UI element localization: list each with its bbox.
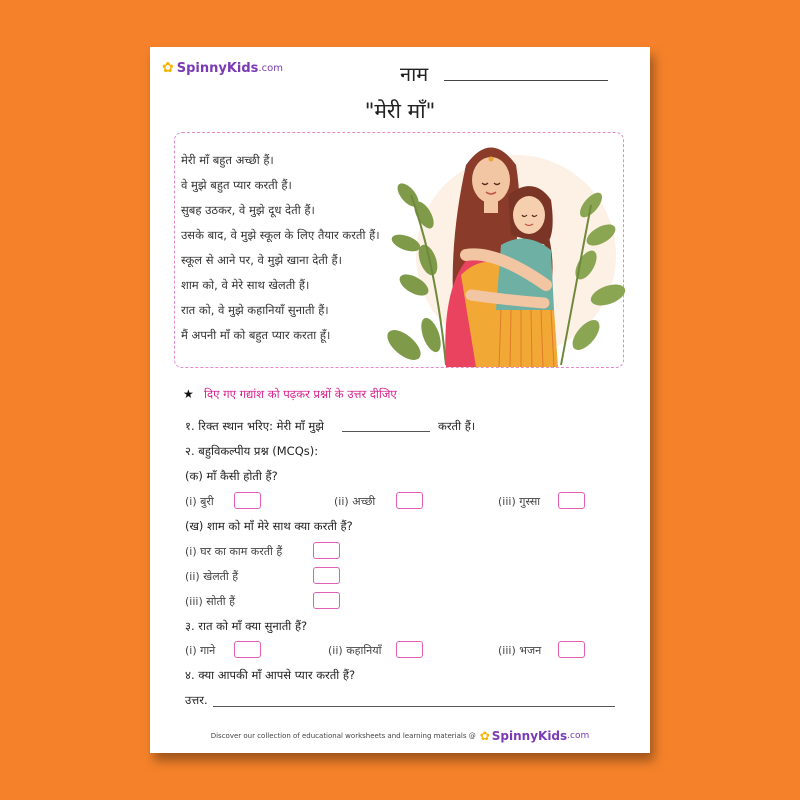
- passage-line: शाम को, वे मेरे साथ खेलती हैं।: [181, 278, 310, 292]
- passage-line: मैं अपनी माँ को बहुत प्यार करता हूँ।: [181, 328, 331, 342]
- footer-domain: .com: [567, 731, 590, 741]
- footer-logo[interactable]: [480, 729, 590, 743]
- logo-brand: SpinnyKids: [176, 60, 259, 76]
- option-label: (ii) खेलती हैं: [185, 570, 239, 583]
- answer-checkbox[interactable]: [313, 567, 340, 584]
- q2a-question: (क) माँ कैसी होती हैं?: [185, 469, 278, 483]
- option-label: (iii) भजन: [498, 644, 542, 657]
- passage-line: सुबह उठकर, वे मुझे दूध देती हैं।: [181, 203, 315, 217]
- answer-label: उत्तर.: [185, 693, 208, 707]
- footer-text: Discover our collection of educational worksheets and learning materials @: [210, 732, 476, 740]
- mother-daughter-illustration: [386, 135, 626, 367]
- answer-checkbox[interactable]: [234, 641, 261, 658]
- name-blank-line[interactable]: [444, 80, 608, 81]
- option-label: (ii) अच्छी: [334, 495, 376, 508]
- option-label: (ii) कहानियाँ: [328, 644, 382, 657]
- option-label: (i) गाने: [185, 644, 216, 657]
- pinwheel-icon: ✿: [479, 729, 490, 743]
- option-label: (i) बुरी: [185, 495, 214, 508]
- q1-answer-blank[interactable]: [342, 431, 430, 432]
- passage-line: उसके बाद, वे मुझे स्कूल के लिए तैयार करती हैं।: [181, 228, 380, 242]
- answer-checkbox[interactable]: [558, 492, 585, 509]
- star-icon: ★: [183, 387, 194, 401]
- logo-domain: .com: [258, 62, 283, 74]
- name-label: नाम: [400, 62, 429, 86]
- answer-checkbox[interactable]: [396, 492, 423, 509]
- spinnykids-logo[interactable]: [162, 60, 283, 76]
- passage-line: स्कूल से आने पर, वे मुझे खाना देती हैं।: [181, 253, 342, 267]
- footer: [150, 729, 650, 743]
- option-label: (iii) गुस्सा: [498, 495, 541, 508]
- option-label: (iii) सोती हैं: [185, 595, 235, 608]
- answer-checkbox[interactable]: [313, 592, 340, 609]
- q4-question: ४. क्या आपकी माँ आपसे प्यार करती हैं?: [185, 668, 356, 682]
- answer-checkbox[interactable]: [396, 641, 423, 658]
- answer-checkbox[interactable]: [234, 492, 261, 509]
- passage-line: रात को, वे मुझे कहानियाँ सुनाती हैं।: [181, 303, 329, 317]
- footer-brand: SpinnyKids: [491, 729, 568, 743]
- q1-text: १. रिक्त स्थान भरिए: मेरी माँ मुझे: [185, 419, 324, 433]
- q3-question: ३. रात को माँ क्या सुनाती हैं?: [185, 619, 308, 633]
- answer-checkbox[interactable]: [558, 641, 585, 658]
- worksheet-page: [150, 47, 650, 753]
- instruction-text: दिए गए गद्यांश को पढ़कर प्रश्नों के उत्तर दीजिए: [204, 387, 397, 401]
- pinwheel-icon: ✿: [162, 60, 174, 76]
- q1-suffix: करती हैं।: [438, 419, 476, 433]
- q2-heading: २. बहुविकल्पीय प्रश्न (MCQs):: [185, 444, 319, 458]
- option-label: (i) घर का काम करती हैं: [185, 545, 283, 558]
- passage-line: वे मुझे बहुत प्यार करती हैं।: [181, 178, 292, 192]
- answer-checkbox[interactable]: [313, 542, 340, 559]
- page-title: "मेरी माँ": [364, 99, 436, 123]
- passage-line: मेरी माँ बहुत अच्छी हैं।: [181, 153, 274, 167]
- q2b-question: (ख) शाम को माँ मेरे साथ क्या करती हैं?: [185, 519, 353, 533]
- q4-answer-line[interactable]: [213, 706, 615, 707]
